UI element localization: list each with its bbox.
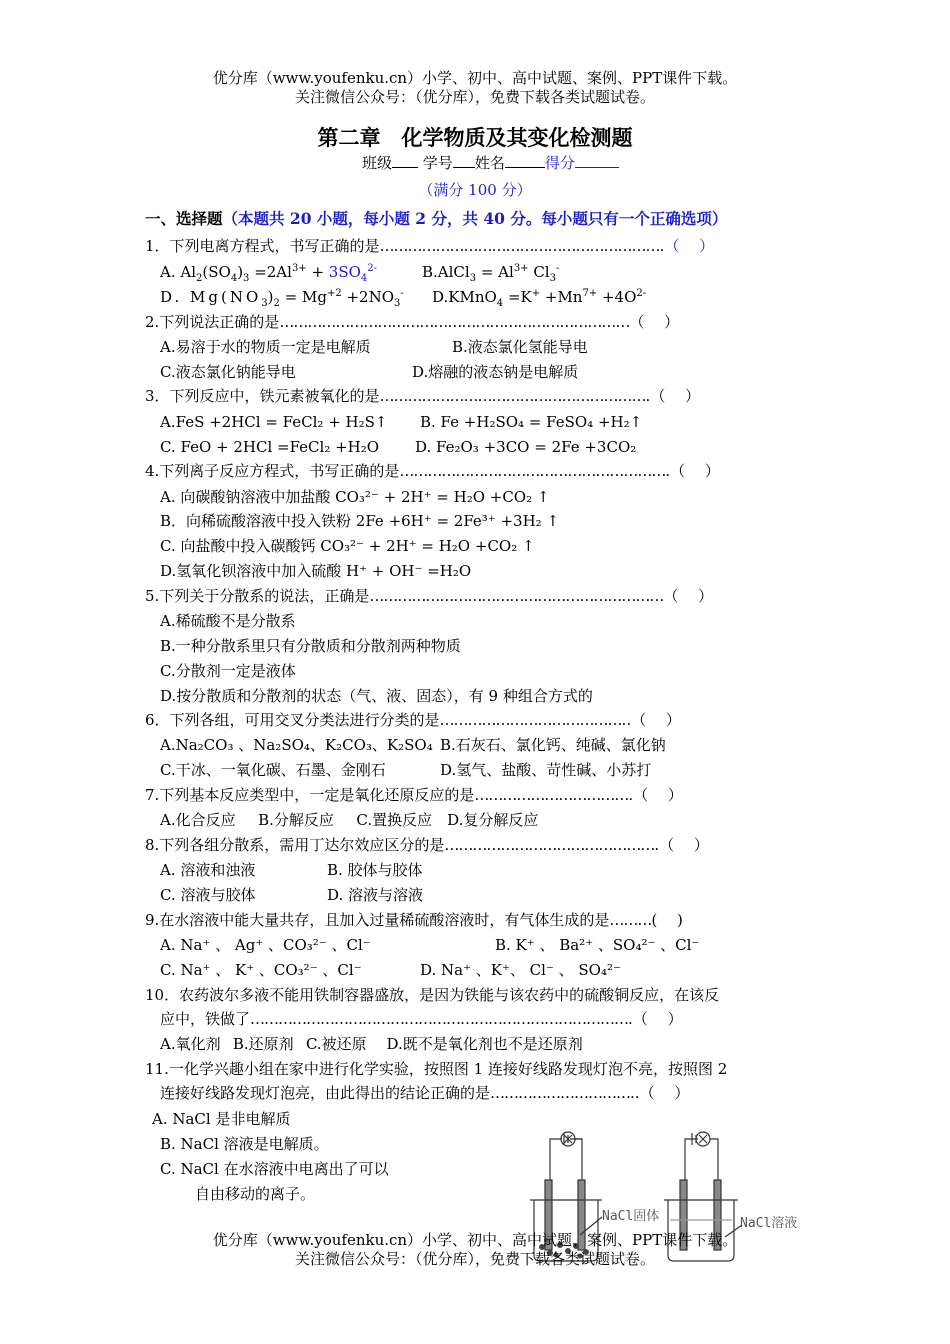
q4-option-c: C. 向盐酸中投入碳酸钙 CO₃²⁻ + 2H⁺ = H₂O +CO₂ ↑	[160, 537, 535, 555]
q5-option-b: B.一种分散系里只有分散质和分散剂两种物质	[160, 637, 461, 655]
q11-option-b: B. NaCl 溶液是电解质。	[160, 1135, 329, 1153]
q11-option-c-cont: 自由移动的离子。	[195, 1185, 316, 1203]
q8-option-a: A. 溶液和浊液	[160, 861, 256, 879]
student-info: 班级 学号 姓名 得分	[362, 153, 619, 173]
q3-option-a: A.FeS +2HCl = FeCl₂ + H₂S↑	[160, 413, 388, 431]
q8-option-b: B. 胶体与胶体	[327, 861, 423, 879]
q7-options: A.化合反应 B.分解反应 C.置换反应 D.复分解反应	[160, 811, 539, 829]
header-line-1: 优分库（www.youfenku.cn）小学、初中、高中试题、案例、PPT课件下载。	[212, 69, 738, 87]
q4-option-d: D.氢氧化钡溶液中加入硫酸 H⁺ + OH⁻ =H₂O	[160, 562, 472, 580]
q9-option-c: C. Na⁺ 、 K⁺ 、CO₃²⁻ 、Cl⁻	[160, 961, 362, 979]
q5-option-d: D.按分散质和分散剂的状态（气、液、固态），有 9 种组合方式的	[160, 687, 593, 705]
q9-option-a: A. Na⁺ 、 Ag⁺ 、CO₃²⁻ 、Cl⁻	[160, 936, 371, 954]
q11-option-a: A. NaCl 是非电解质	[152, 1110, 291, 1128]
question-9-stem: 9.在水溶液中能大量共存，且加入过量稀硫酸溶液时，有气体生成的是………( )	[145, 911, 683, 929]
q1-option-d: D.KMnO$_4$ $=K^+ +Mn^{7+} +4O^{2-}$	[432, 288, 647, 309]
q1-option-c: D. $Mg(NO_3)_2 = Mg^{+2} +2NO_3^-$	[160, 288, 404, 309]
q6-option-a: A.Na₂CO₃ 、Na₂SO₄、K₂CO₃、K₂SO₄	[160, 736, 433, 754]
q1-option-b: B.AlCl$_3$ = $Al^{3+}$ $Cl_3^-$	[422, 263, 560, 284]
full-score: （满分 100 分）	[418, 181, 532, 199]
q4-option-a: A. 向碳酸钠溶液中加盐酸 CO₃²⁻ + 2H⁺ = H₂O +CO₂ ↑	[160, 488, 550, 506]
question-10-stem: 10．农药波尔多液不能用铁制容器盛放，是因为铁能与该农药中的硫酸铜反应，在该反	[145, 986, 720, 1004]
q2-option-d: D.熔融的液态钠是电解质	[412, 363, 579, 381]
q9-option-b: B. K⁺ 、 Ba²⁺ 、SO₄²⁻ 、Cl⁻	[495, 936, 700, 954]
q5-option-a: A.稀硫酸不是分散系	[160, 612, 296, 630]
q6-option-d: D.氢气、盐酸、苛性碱、小苏打	[440, 761, 652, 779]
question-2-stem: 2.下列说法正确的是…………………………………………………………………（ ）	[145, 313, 680, 331]
q2-option-b: B.液态氯化氢能导电	[452, 338, 588, 356]
q4-option-b: B．向稀硫酸溶液中投入铁粉 2Fe +6H⁺ = 2Fe³⁺ +3H₂ ↑	[160, 512, 560, 530]
header-line-2: 关注微信公众号：（优分库），免费下载各类试题试卷。	[294, 88, 655, 106]
page-title: 第二章 化学物质及其变化检测题	[317, 125, 633, 150]
question-6-stem: 6．下列各组，可用交叉分类法进行分类的是…………………………………..（ ）	[145, 711, 681, 729]
q11-option-c: C. NaCl 在水溶液中电离出了可以	[160, 1160, 389, 1178]
q2-option-c: C.液态氯化钠能导电	[160, 363, 296, 381]
q6-option-b: B.石灰石、氯化钙、纯碱、氯化钠	[440, 736, 666, 754]
q3-option-c: C. FeO + 2HCl =FeCl₂ +H₂O	[160, 438, 380, 456]
q9-option-d: D. Na⁺ 、K⁺、 Cl⁻ 、 SO₄²⁻	[420, 961, 621, 979]
section-heading: 一、选择题（本题共 20 小题，每小题 2 分，共 40 分。每小题只有一个正确选项）	[145, 209, 728, 228]
q10-options: A.氧化剂 B.还原剂 C.被还原 D.既不是氧化剂也不是还原剂	[160, 1035, 583, 1053]
footer-line-2: 关注微信公众号：（优分库），免费下载各类试题试卷。	[294, 1250, 655, 1268]
label-nacl-solid: NaCl固体	[602, 1209, 660, 1224]
q3-option-d: D. Fe₂O₃ +3CO = 2Fe +3CO₂	[415, 438, 637, 456]
q6-option-c: C.干冰、一氧化碳、石墨、金刚石	[160, 761, 386, 779]
question-7-stem: 7.下列基本反应类型中，一定是氧化还原反应的是…………………………….（ ）	[145, 786, 683, 804]
q1-option-a: A. $Al_2(SO_4)_3 =2Al^{3+} + 3SO_4^{2-}$	[160, 263, 378, 284]
question-11-stem: 11.一化学兴趣小组在家中进行化学实验，按照图 1 连接好线路发现灯泡不亮，按照图 2	[145, 1060, 728, 1078]
question-8-stem: 8.下列各组分散系，需用丁达尔效应区分的是……………………………………….（ ）	[145, 836, 709, 854]
question-11-stem-2: 连接好线路发现灯泡亮，由此得出的结论正确的是…………………………..（ ）	[160, 1084, 690, 1102]
q8-option-c: C. 溶液与胶体	[160, 886, 256, 904]
footer-line-1: 优分库（www.youfenku.cn）小学、初中、高中试题、案例、PPT课件下载。	[212, 1231, 738, 1249]
q5-option-c: C.分散剂一定是液体	[160, 662, 296, 680]
q8-option-d: D. 溶液与溶液	[327, 886, 424, 904]
label-nacl-solution: NaCl溶液	[740, 1216, 798, 1231]
q3-option-b: B. Fe +H₂SO₄ = FeSO₄ +H₂↑	[420, 413, 643, 431]
question-3-stem: 3．下列反应中，铁元素被氧化的是………………………………………………….（ ）	[145, 387, 701, 405]
question-5-stem: 5.下列关于分散系的说法，正确是………………………………………………………（ ）	[145, 587, 714, 605]
question-1-stem: 1．下列电离方程式，书写正确的是…………………………………………………….（ ）	[145, 237, 715, 255]
q2-option-a: A.易溶于水的物质一定是电解质	[160, 338, 371, 356]
question-10-stem-2: 应中，铁做了……………………………………………………………………….（ ）	[160, 1010, 683, 1028]
question-4-stem: 4.下列离子反应方程式，书写正确的是………………………………………………….（ ）	[145, 462, 720, 480]
